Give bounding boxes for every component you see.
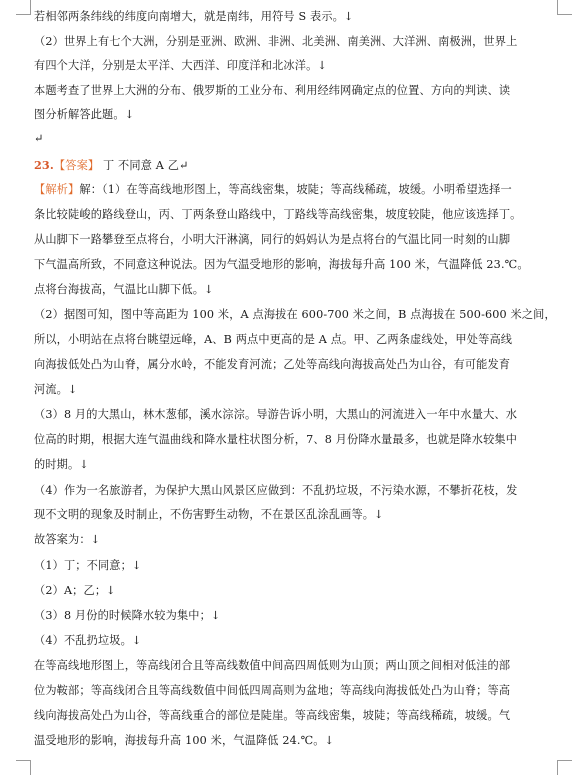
text-line: 下气温高所致，不同意这种说法。因为气温受地形的影响，海拔每升高 100 米，气温降低 23.℃。 bbox=[34, 258, 529, 271]
text-line: （2）A；乙；↓ bbox=[34, 584, 116, 597]
text-line: 从山脚下一路攀登至点将台，小明大汗淋漓，同行的妈妈认为是点将台的气温比同一时刻的山脚 bbox=[34, 233, 511, 246]
text-line: 河流。↓ bbox=[34, 383, 78, 396]
text-line: （4）不乱扔垃圾。↓ bbox=[34, 634, 142, 647]
text-line: 线向海拔高处凸为山谷，等高线重合的部位是陡崖。等高线密集，坡陡；等高线稀疏，坡缓。气 bbox=[34, 709, 511, 722]
text-line: 现不文明的现象及时制止，不伤害野生动物，不在景区乱涂乱画等。↓ bbox=[34, 508, 384, 521]
analysis-line bbox=[34, 183, 556, 197]
margin-corner-mark bbox=[557, 0, 572, 15]
text-line: （2）世界上有七个大洲，分别是亚洲、欧洲、非洲、北美洲、南美洲、大洋洲、南极洲，世界上 bbox=[34, 35, 518, 48]
text-line: 有四个大洋，分别是太平洋、大西洋、印度洋和北冰洋。↓ bbox=[34, 59, 327, 72]
text-line: （3）8 月份的时候降水较为集中；↓ bbox=[34, 609, 221, 622]
text-line: 若相邻两条纬线的纬度向南增大，就是南纬，用符号 S 表示。↓ bbox=[34, 10, 354, 23]
answer-text: 丁 不同意 A 乙↵ bbox=[103, 159, 189, 172]
text-line: 位为鞍部；等高线闭合且等高线数值中间低四周高则为盆地；等高线向海拔低处凸为山脊；等高 bbox=[34, 684, 511, 697]
text-line: ↵ bbox=[34, 132, 44, 145]
text-line: 在等高线地形图上，等高线闭合且等高线数值中间高四周低则为山顶；两山顶之间相对低洼的部 bbox=[34, 659, 511, 672]
text-line: 的时期。↓ bbox=[34, 458, 89, 471]
margin-corner-mark bbox=[16, 760, 31, 775]
question-23-answer-line bbox=[34, 158, 556, 173]
margin-corner-mark bbox=[16, 0, 31, 15]
text-line: （4）作为一名旅游者，为保护大黑山风景区应做到：不乱扔垃圾，不污染水源，不攀折花枝，发 bbox=[34, 484, 518, 497]
text-line: 本题考查了世界上大洲的分布、俄罗斯的工业分布、利用经纬网确定点的位置、方向的判读、读 bbox=[34, 84, 511, 97]
text-line: 图分析解答此题。↓ bbox=[34, 108, 135, 121]
text-line: 点将台海拔高，气温比山脚下低。↓ bbox=[34, 283, 214, 296]
answer-tag: 【答案】 bbox=[53, 159, 100, 172]
analysis-text: 解：（1）在等高线地形图上，等高线密集，坡陡；等高线稀疏，坡缓。小明希望选择一 bbox=[79, 183, 512, 196]
text-line: 故答案为：↓ bbox=[34, 533, 101, 546]
text-line: 位高的时期，根据大连气温曲线和降水量柱状图分析，7、8 月份降水量最多，也就是降水较集中 bbox=[34, 433, 518, 446]
margin-corner-mark bbox=[557, 760, 572, 775]
text-line: 所以，小明站在点将台眺望远峰，A、B 两点中更高的是 A 点。甲、乙两条虚线处，甲处等高线 bbox=[34, 333, 513, 346]
text-line: （2）据图可知，图中等高距为 100 米，A 点海拔在 600-700 米之间，B 点海拔在 500-600 米之间， bbox=[34, 308, 556, 321]
text-line: （1）丁；不同意；↓ bbox=[34, 559, 142, 572]
analysis-tag: 【解析】 bbox=[34, 183, 80, 196]
question-number: 23. bbox=[34, 158, 54, 172]
text-line: 向海拔低处凸为山脊，属分水岭，不能发育河流；乙处等高线向海拔高处凸为山谷，有可能发育 bbox=[34, 358, 511, 371]
text-line: 温受地形的影响，海拔每升高 100 米，气温降低 24.℃。↓ bbox=[34, 734, 335, 747]
text-line: （3）8 月的大黑山，林木葱郁，溪水淙淙。导游告诉小明，大黑山的河流进入一年中水量大、水 bbox=[34, 408, 518, 421]
text-line: 条比较陡峻的路线登山，丙、丁两条登山路线中，丁路线等高线密集，坡度较陡，他应该选择丁。 bbox=[34, 208, 522, 221]
